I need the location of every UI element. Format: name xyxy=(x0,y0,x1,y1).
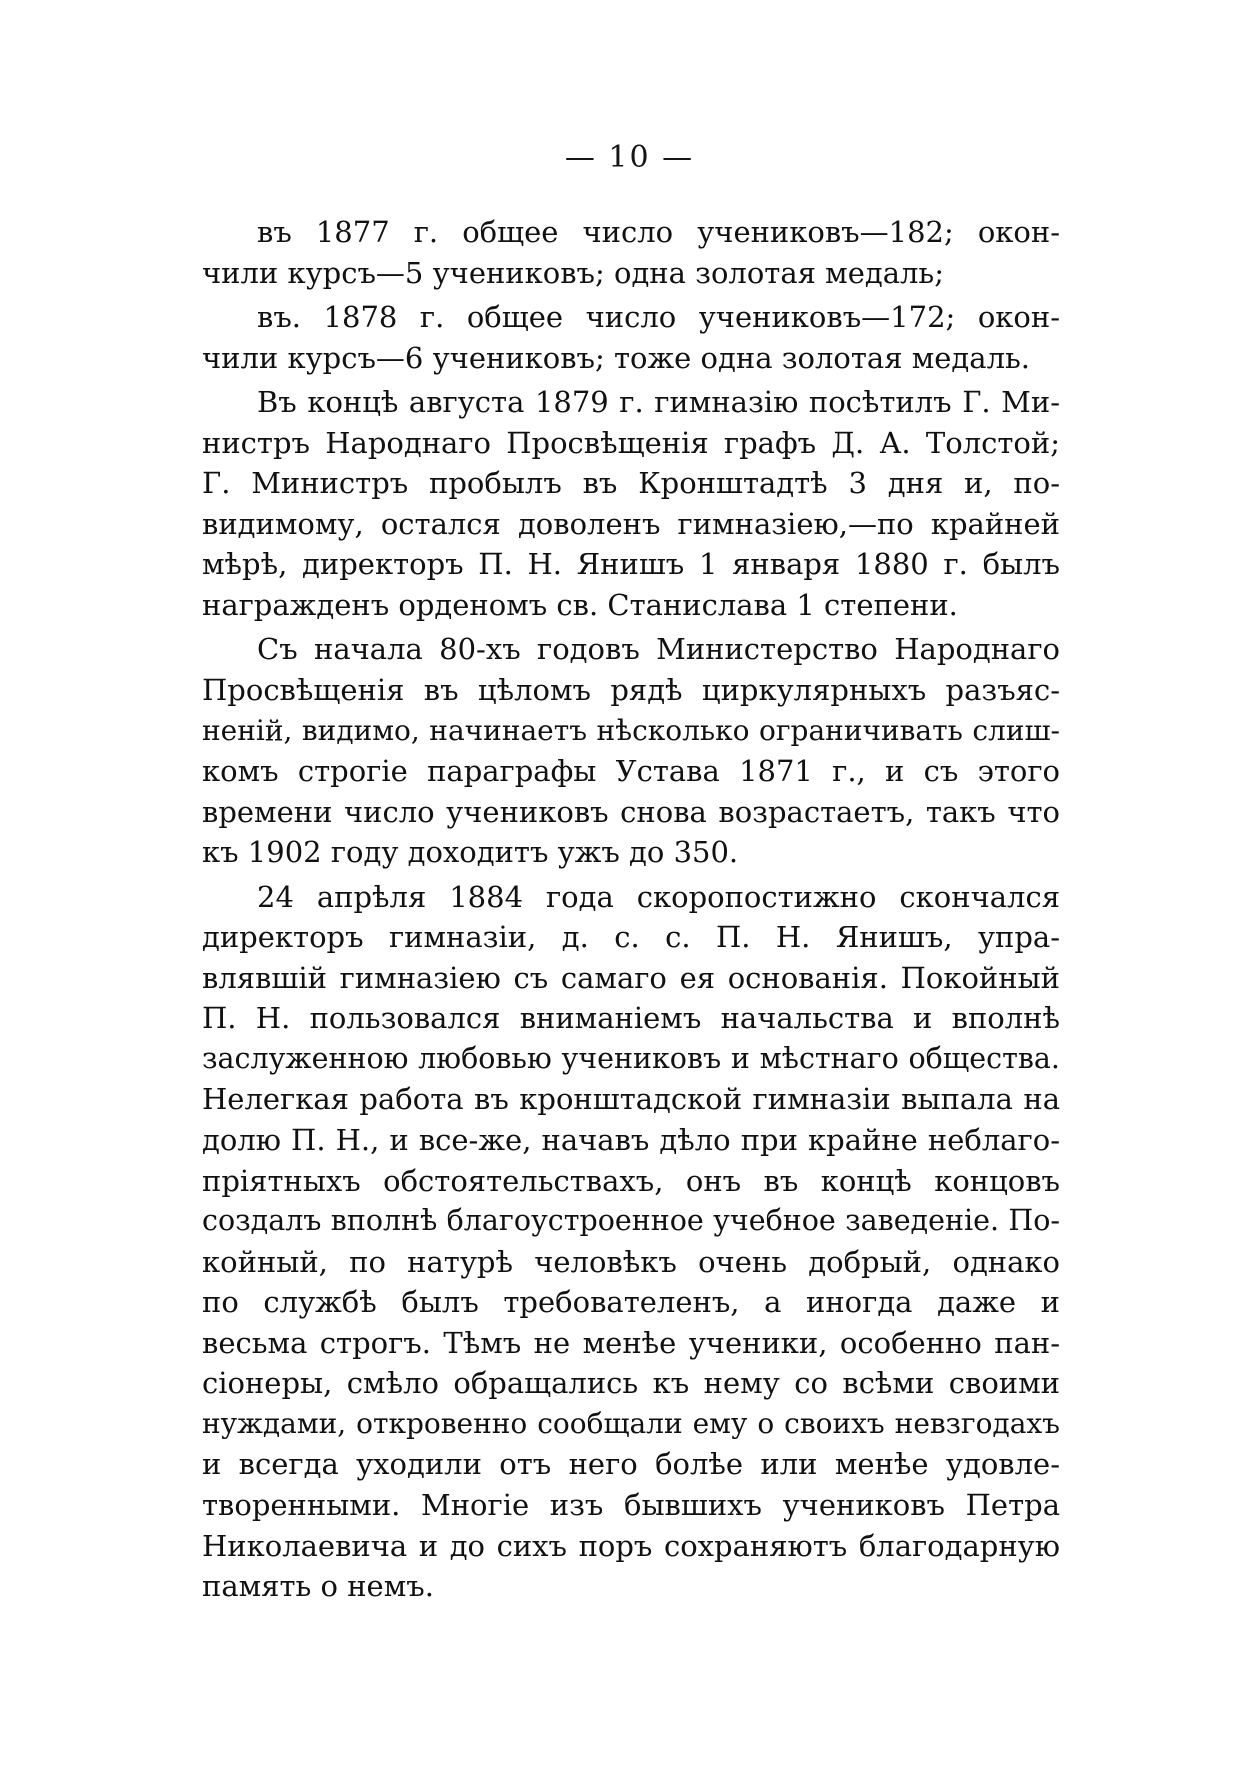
text-line: весьма строгъ. Тѣмъ не менѣе ученики, особенно пан- xyxy=(202,1325,1060,1360)
page-number: — 10 — xyxy=(564,140,695,175)
text-line: заслуженною любовью учениковъ и мѣстнаго общества. xyxy=(202,1041,1060,1075)
text-line: чили курсъ—6 учениковъ; тоже одна золотая медаль. xyxy=(202,340,1031,375)
text-line: Г. Министръ пробылъ въ Кронштадтѣ 3 дня и, по- xyxy=(202,466,1060,501)
text-line: награжденъ орденомъ св. Станислава 1 степени. xyxy=(202,587,958,622)
text-line: Въ концѣ августа 1879 г. гимназію посѣтилъ Г. Ми- xyxy=(257,385,1060,420)
text-line: сіонеры, смѣло обращались къ нему со всѣми своими xyxy=(202,1366,1060,1401)
text-line: видимому, остался доволенъ гимназіею,—по крайней xyxy=(202,506,1060,541)
body-text xyxy=(202,212,1060,1607)
text-line: чили курсъ—5 учениковъ; одна золотая медаль; xyxy=(202,255,944,290)
text-line: нистръ Народнаго Просвѣщенія графъ Д. А. Толстой; xyxy=(202,425,1060,460)
text-line: Съ начала 80-хъ годовъ Министерство Народнаго xyxy=(257,632,1060,667)
text-line: Просвѣщенія въ цѣломъ рядѣ циркулярныхъ разъяс- xyxy=(202,673,1060,708)
text-line: 24 апрѣля 1884 года скоропостижно скончался xyxy=(257,879,1060,914)
text-line: нуждами, откровенно сообщали ему о своихъ невзгодахъ xyxy=(202,1406,1060,1440)
text-line: долю П. Н., и все-же, начавъ дѣло при крайне неблаго- xyxy=(202,1123,1060,1158)
text-line: директоръ гимназіи, д. с. с. П. Н. Янишъ, упра- xyxy=(202,920,1060,955)
text-line: и всегда уходили отъ него болѣе или менѣе удовле- xyxy=(202,1447,1060,1482)
text-line: времени число учениковъ снова возрастаетъ, такъ что xyxy=(202,794,1060,829)
text-line: пріятныхъ обстоятельствахъ, онъ въ концѣ концовъ xyxy=(202,1163,1060,1198)
text-line: Нелегкая работа въ кронштадской гимназіи выпала на xyxy=(202,1082,1060,1117)
text-line: по службѣ былъ требователенъ, а иногда даже и xyxy=(202,1285,1060,1320)
text-line: влявшій гимназіею съ самаго ея основанія. Покойный xyxy=(202,960,1060,995)
text-line: П. Н. пользовался вниманіемъ начальства и вполнѣ xyxy=(202,1001,1060,1036)
text-line: комъ строгіе параграфы Устава 1871 г., и съ этого xyxy=(202,754,1060,789)
text-line: Николаевича и до сихъ поръ сохраняютъ благодарную xyxy=(202,1528,1060,1563)
text-line: въ 1877 г. общее число учениковъ—182; окон- xyxy=(257,215,1060,249)
text-line: мѣрѣ, директоръ П. Н. Янишъ 1 января 1880 г. былъ xyxy=(202,547,1060,582)
text-line: къ 1902 году доходитъ ужъ до 350. xyxy=(202,835,739,870)
text-line: творенными. Многіе изъ бывшихъ учениковъ Петра xyxy=(202,1487,1060,1522)
text-line: память о немъ. xyxy=(202,1569,434,1604)
text-line: въ. 1878 г. общее число учениковъ—172; окон- xyxy=(257,300,1060,335)
text-line: создалъ вполнѣ благоустроенное учебное заведеніе. По- xyxy=(202,1204,1060,1238)
text-line: неній, видимо, начинаетъ нѣсколько ограничивать слиш- xyxy=(202,713,1060,747)
text-line: койный, по натурѣ человѣкъ очень добрый, однако xyxy=(202,1244,1060,1279)
